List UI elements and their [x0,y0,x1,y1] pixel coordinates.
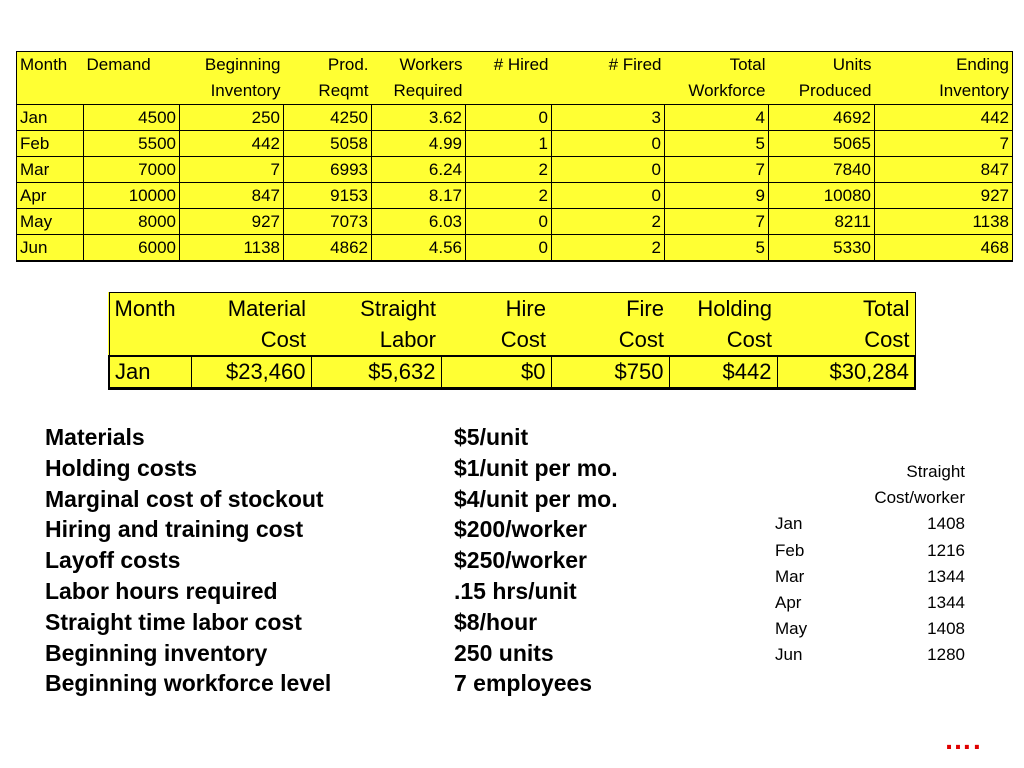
col-ending-inventory-header-2: Inventory [875,78,1013,105]
table-row [17,235,1013,262]
scw-month: Apr [775,593,802,613]
table-cell: 5 [665,235,769,262]
col-prod-reqmt-header-2: Reqmt [284,78,372,105]
parameter-value: $1/unit per mo. [454,454,618,481]
straight-cost-per-worker-list [775,459,965,669]
scw-row [775,590,965,616]
col-beginning-inventory-header-2: Inventory [180,78,284,105]
table-row [17,131,1013,157]
cost-col-month-header: Month [109,293,191,325]
table-cell: 2 [552,235,665,262]
plan-header-row-1 [17,52,1013,79]
table-cell: Jan [17,105,84,131]
col-fired-header: # Fired [552,52,665,79]
plan-table-header [17,52,1013,105]
cost-cell: $0 [441,356,551,389]
parameter-value: .15 hrs/unit [454,577,577,604]
table-cell: 0 [552,131,665,157]
col-units-produced-header: Units [769,52,875,79]
cost-table [108,292,916,390]
col-month-header-2 [17,78,84,105]
scw-header-line-1: Straight [906,462,965,481]
parameter-label: Marginal cost of stockout [45,485,324,512]
cost-table-body [109,356,915,389]
cost-col-straight-labor-header: Straight [311,293,441,325]
col-fired-header-2 [552,78,665,105]
cost-col-hire-header: Hire [441,293,551,325]
parameter-row [45,607,714,638]
scw-month: May [775,619,808,639]
cost-col-month-header-2 [109,324,191,356]
scw-row [775,538,965,564]
table-cell: 7000 [84,157,180,183]
cost-header-row-1 [109,293,915,325]
parameter-label: Beginning workforce level [45,670,332,697]
table-cell: 9153 [284,183,372,209]
cost-col-hire-header-2: Cost [441,324,551,356]
table-cell: 0 [466,105,552,131]
table-cell: 0 [552,157,665,183]
table-cell: Mar [17,157,84,183]
table-cell: Feb [17,131,84,157]
cost-cell: $5,632 [311,356,441,389]
table-row [17,183,1013,209]
table-cell: 1138 [180,235,284,262]
cost-col-straight-labor-header-2: Labor [311,324,441,356]
table-cell: 0 [466,235,552,262]
parameter-label: Materials [45,424,145,450]
table-cell: 4.99 [372,131,466,157]
table-cell: 10000 [84,183,180,209]
table-cell: Jun [17,235,84,262]
scw-value: 1408 [927,619,965,639]
parameter-row [45,514,714,545]
parameter-label: Beginning inventory [45,639,268,666]
table-cell: 4500 [84,105,180,131]
col-ending-inventory-header: Ending [875,52,1013,79]
scw-value: 1408 [927,514,965,534]
col-demand-header: Demand [84,52,180,79]
table-cell: 6993 [284,157,372,183]
table-cell: 7 [875,131,1013,157]
col-hired-header-2 [466,78,552,105]
table-cell: 0 [552,183,665,209]
table-cell: 0 [466,209,552,235]
parameter-row [45,638,714,669]
scw-row [775,511,965,537]
cost-col-material-header-2: Cost [191,324,311,356]
col-hired-header: # Hired [466,52,552,79]
cost-col-material-header: Material [191,293,311,325]
parameter-label: Hiring and training cost [45,516,304,543]
table-cell: 2 [466,157,552,183]
cost-col-holding-header: Holding [669,293,777,325]
table-cell: 4 [665,105,769,131]
scw-month: Feb [775,540,805,560]
parameter-value: $200/worker [454,516,587,543]
scw-rows [775,511,965,668]
scw-header-line-2: Cost/worker [874,488,965,508]
table-cell: 927 [875,183,1013,209]
table-row [17,157,1013,183]
table-cell: 4.56 [372,235,466,262]
plan-header-row-2 [17,78,1013,105]
scw-value: 1344 [927,593,965,613]
table-cell: 6.03 [372,209,466,235]
table-cell: 4862 [284,235,372,262]
parameter-row [45,422,714,453]
scw-value: 1344 [927,566,965,586]
cost-header-row-2 [109,324,915,356]
table-cell: 7 [180,157,284,183]
table-cell: 7 [665,157,769,183]
scw-month: Jan [775,514,803,534]
scw-row [775,616,965,642]
table-cell: 847 [180,183,284,209]
table-cell: 442 [875,105,1013,131]
table-cell: Apr [17,183,84,209]
scw-row [775,564,965,590]
table-cell: 5500 [84,131,180,157]
parameter-label: Layoff costs [45,547,181,574]
table-cell: 927 [180,209,284,235]
cost-table-header [109,293,915,357]
cost-col-fire-header-2: Cost [551,324,669,356]
col-total-workforce-header-2: Workforce [665,78,769,105]
parameter-row [45,453,714,484]
parameter-value: 250 units [454,639,554,666]
table-cell: 468 [875,235,1013,262]
cost-cell: Jan [109,356,191,389]
parameter-label: Labor hours required [45,577,278,604]
table-cell: 10080 [769,183,875,209]
col-workers-required-header: Workers [372,52,466,79]
table-cell: 4692 [769,105,875,131]
col-units-produced-header-2: Produced [769,78,875,105]
cost-col-holding-header-2: Cost [669,324,777,356]
scw-month: Mar [775,566,805,586]
table-cell: 9 [665,183,769,209]
scw-value: 1280 [927,645,965,665]
cost-cell: $23,460 [191,356,311,389]
parameter-label: Straight time labor cost [45,608,302,635]
table-cell: 5 [665,131,769,157]
scw-row [775,642,965,668]
table-cell: 3 [552,105,665,131]
parameter-row [45,545,714,576]
table-cell: 250 [180,105,284,131]
table-cell: 8000 [84,209,180,235]
parameter-row [45,484,714,515]
table-cell: 5330 [769,235,875,262]
table-cell: 8.17 [372,183,466,209]
cost-col-total-header-2: Cost [777,324,915,356]
scw-month: Jun [775,645,803,665]
cost-col-total-header: Total [777,293,915,325]
aggregate-plan-table [16,51,1013,262]
parameter-value: $8/hour [454,608,538,635]
table-row [17,209,1013,235]
table-cell: 442 [180,131,284,157]
parameter-row [45,576,714,607]
table-cell: 2 [466,183,552,209]
parameter-value: $250/worker [454,547,587,574]
table-cell: 5065 [769,131,875,157]
cost-cell: $442 [669,356,777,389]
table-cell: 6000 [84,235,180,262]
continuation-marker: …. [944,724,982,755]
table-row [17,105,1013,131]
cost-cell: $30,284 [777,356,915,389]
table-cell: 4250 [284,105,372,131]
table-cell: 1 [466,131,552,157]
cost-parameters-list [45,422,714,699]
cost-col-fire-header: Fire [551,293,669,325]
table-cell: 6.24 [372,157,466,183]
col-month-header: Month [17,52,84,79]
cost-row [109,356,915,389]
col-workers-required-header-2: Required [372,78,466,105]
col-demand-header-2 [84,78,180,105]
scw-value: 1216 [927,540,965,560]
table-cell: 7 [665,209,769,235]
table-cell: 2 [552,209,665,235]
parameter-value: $4/unit per mo. [454,485,618,512]
col-total-workforce-header: Total [665,52,769,79]
table-cell: May [17,209,84,235]
table-cell: 8211 [769,209,875,235]
table-cell: 3.62 [372,105,466,131]
table-cell: 7073 [284,209,372,235]
col-beginning-inventory-header: Beginning [180,52,284,79]
parameter-row [45,668,714,699]
table-cell: 847 [875,157,1013,183]
parameter-label: Holding costs [45,454,198,481]
parameter-value: 7 employees [454,670,593,697]
parameter-value: $5/unit [454,424,529,450]
plan-table-body [17,105,1013,262]
table-cell: 1138 [875,209,1013,235]
cost-cell: $750 [551,356,669,389]
col-prod-reqmt-header: Prod. [284,52,372,79]
table-cell: 7840 [769,157,875,183]
table-cell: 5058 [284,131,372,157]
